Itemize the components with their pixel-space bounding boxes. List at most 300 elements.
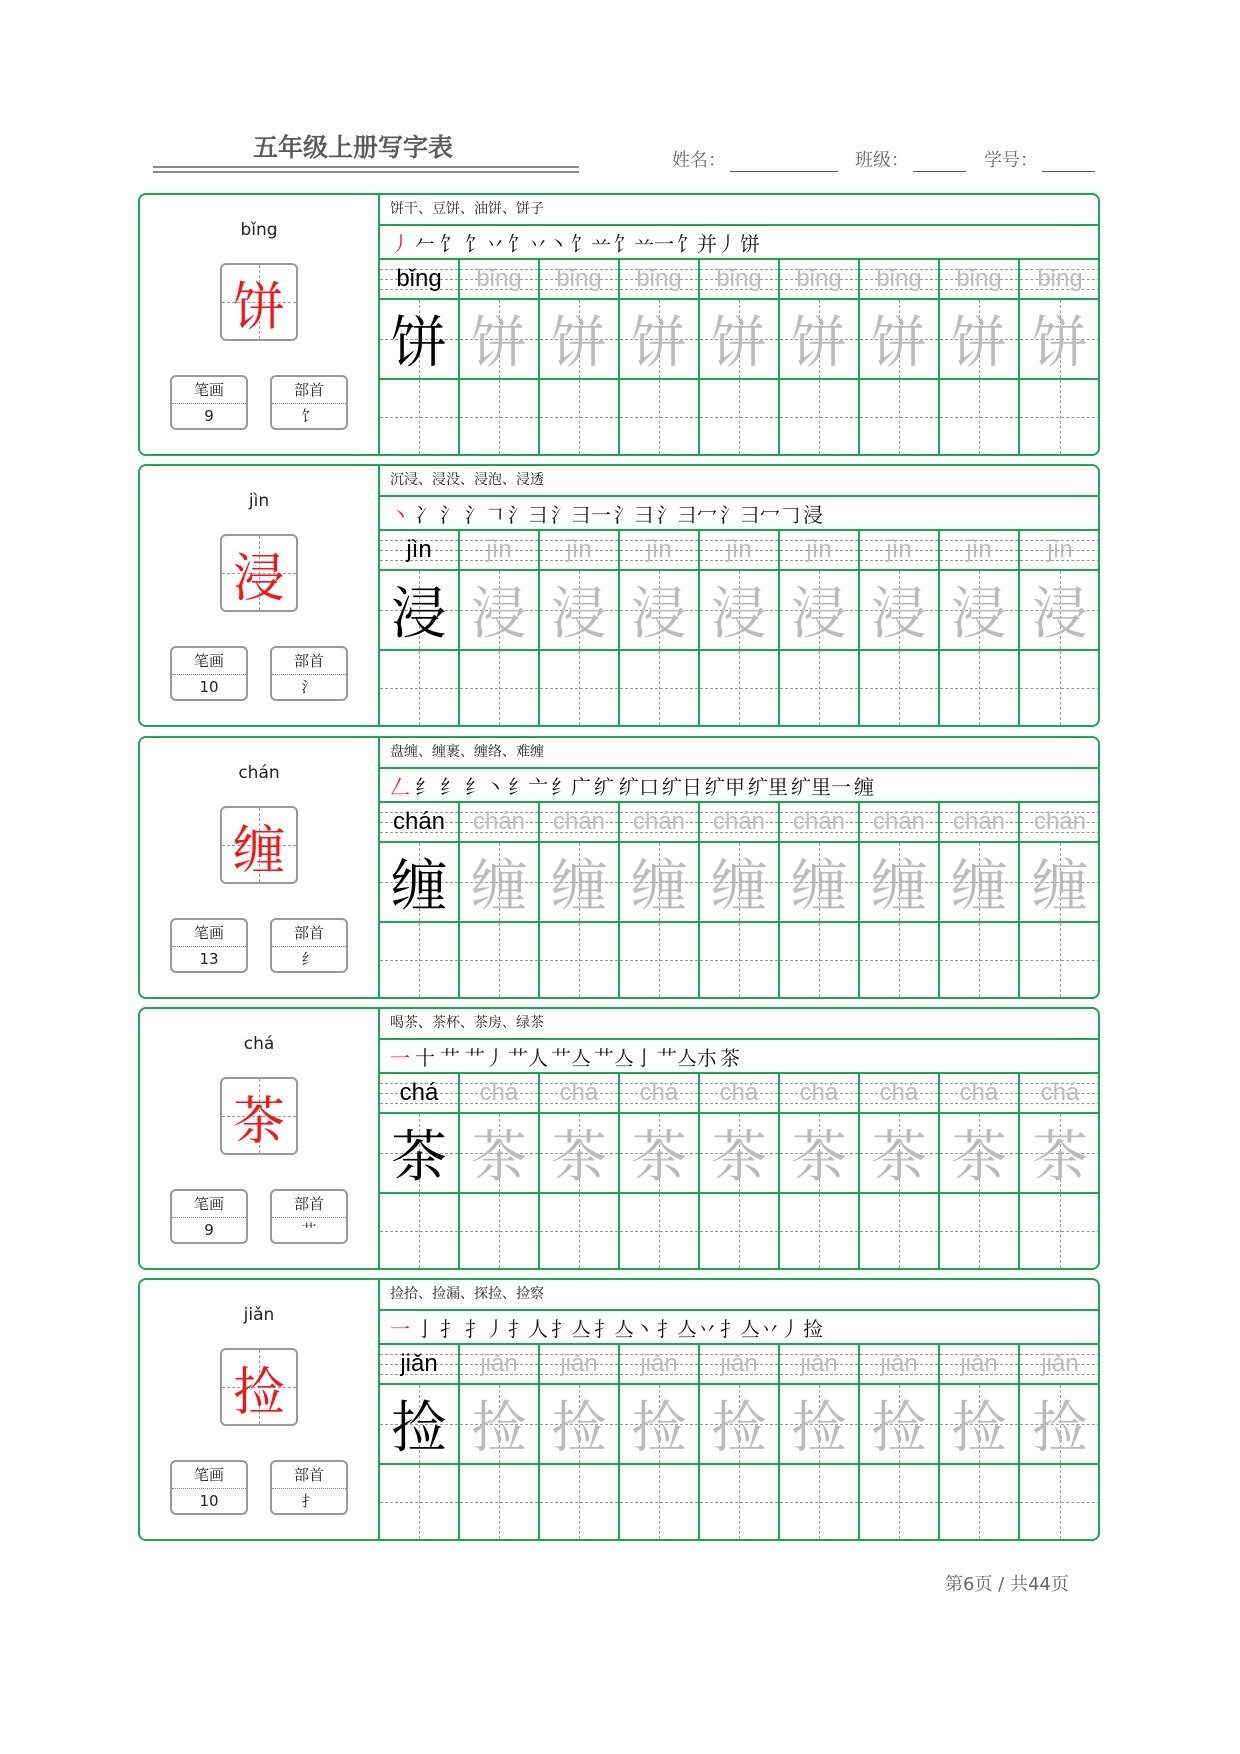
- stroke-count-value: 10: [199, 1492, 219, 1510]
- character-writing-cell[interactable]: [460, 1385, 538, 1465]
- character-writing-cell[interactable]: [860, 571, 938, 651]
- character-writing-cell[interactable]: [1020, 843, 1100, 923]
- pinyin-trace: bǐng: [796, 265, 842, 292]
- character-trace: 茶: [631, 1125, 687, 1190]
- pinyin-writing-cell[interactable]: [1020, 260, 1100, 300]
- blank-writing-cell[interactable]: [780, 1194, 858, 1268]
- character-writing-cell[interactable]: [620, 300, 698, 380]
- character-writing-cell[interactable]: [860, 843, 938, 923]
- stroke-step: 𠃋: [390, 774, 410, 799]
- pinyin-writing-cell[interactable]: [940, 803, 1018, 843]
- practice-column: [1020, 531, 1100, 725]
- blank-writing-cell[interactable]: [940, 923, 1018, 997]
- blank-writing-cell[interactable]: [780, 1465, 858, 1539]
- character-trace: 茶: [951, 1125, 1007, 1190]
- character-writing-cell[interactable]: [700, 571, 778, 651]
- pinyin-writing-cell[interactable]: [860, 1345, 938, 1385]
- pinyin-trace: chán: [952, 808, 1006, 835]
- character-writing-cell[interactable]: [380, 1114, 458, 1194]
- character-display-box: [220, 263, 298, 341]
- character-writing-cell[interactable]: [540, 571, 618, 651]
- pinyin-trace: chá: [719, 1079, 759, 1106]
- name-blank[interactable]: [730, 153, 838, 172]
- radical-value: 扌: [301, 1492, 317, 1510]
- pinyin-writing-cell[interactable]: [380, 1074, 458, 1114]
- character-writing-cell[interactable]: [1020, 300, 1100, 380]
- blank-writing-cell[interactable]: [620, 651, 698, 725]
- character-writing-cell[interactable]: [540, 300, 618, 380]
- blank-writing-cell[interactable]: [380, 923, 458, 997]
- pinyin-trace: chán: [872, 808, 926, 835]
- title-underline: [153, 166, 579, 168]
- pinyin-writing-cell[interactable]: [540, 260, 618, 300]
- practice-column: [860, 260, 940, 454]
- stroke-step: 扌亼丷: [657, 1316, 717, 1341]
- stroke-step: 艹丿: [465, 1045, 505, 1070]
- stroke-step: 饣并丿: [677, 231, 737, 256]
- character-writing-cell[interactable]: [460, 571, 538, 651]
- character-trace: 捡: [711, 1396, 767, 1461]
- stroke-step: 茶: [720, 1045, 740, 1070]
- character-writing-cell[interactable]: [940, 843, 1018, 923]
- pinyin-writing-cell[interactable]: [540, 803, 618, 843]
- pinyin-trace: bǐng: [956, 265, 1002, 292]
- pinyin-writing-cell[interactable]: [780, 260, 858, 300]
- pinyin-writing-cell[interactable]: [780, 531, 858, 571]
- practice-column: [540, 260, 620, 454]
- character-model: 缠: [391, 854, 447, 919]
- character-writing-cell[interactable]: [780, 843, 858, 923]
- character-pinyin: chá: [243, 1034, 275, 1054]
- radical-label: 部首: [272, 1462, 346, 1489]
- pinyin-trace: bǐng: [476, 265, 522, 292]
- blank-writing-cell[interactable]: [620, 1465, 698, 1539]
- practice-grid: [380, 260, 1098, 454]
- pinyin-writing-cell[interactable]: [540, 1345, 618, 1385]
- radical-label: 部首: [272, 1191, 346, 1218]
- pinyin-writing-cell[interactable]: [1020, 1074, 1100, 1114]
- practice-column: [940, 803, 1020, 997]
- character-info-panel: [140, 195, 380, 454]
- character-writing-cell[interactable]: [780, 300, 858, 380]
- name-field[interactable]: [672, 146, 838, 172]
- character-info-panel: [140, 466, 380, 725]
- stroke-count-label: 笔画: [172, 1462, 246, 1489]
- pinyin-writing-cell[interactable]: [380, 803, 458, 843]
- pinyin-writing-cell[interactable]: [780, 1345, 858, 1385]
- practice-column: [460, 260, 540, 454]
- pinyin-writing-cell[interactable]: [700, 260, 778, 300]
- radical-box: [270, 1189, 348, 1244]
- practice-grid: [380, 531, 1098, 725]
- character-writing-cell[interactable]: [780, 1114, 858, 1194]
- class-blank[interactable]: [913, 153, 966, 172]
- pinyin-writing-cell[interactable]: [940, 531, 1018, 571]
- blank-writing-cell[interactable]: [620, 1194, 698, 1268]
- blank-writing-cell[interactable]: [700, 923, 778, 997]
- character-writing-cell[interactable]: [940, 300, 1018, 380]
- blank-writing-cell[interactable]: [1020, 1194, 1100, 1268]
- pinyin-writing-cell[interactable]: [620, 803, 698, 843]
- blank-writing-cell[interactable]: [860, 923, 938, 997]
- blank-writing-cell[interactable]: [540, 923, 618, 997]
- pinyin-writing-cell[interactable]: [860, 1074, 938, 1114]
- blank-writing-cell[interactable]: [1020, 380, 1100, 454]
- blank-writing-cell[interactable]: [700, 651, 778, 725]
- stroke-step: 冫: [415, 502, 435, 527]
- stroke-step: 氵: [440, 502, 460, 527]
- pinyin-writing-cell[interactable]: [940, 1074, 1018, 1114]
- character-writing-cell[interactable]: [380, 300, 458, 380]
- practice-column: [940, 1074, 1020, 1268]
- character-trace: 饼: [631, 311, 687, 376]
- blank-writing-cell[interactable]: [1020, 651, 1100, 725]
- blank-writing-cell[interactable]: [860, 380, 938, 454]
- character-writing-cell[interactable]: [380, 1385, 458, 1465]
- pinyin-trace: jìn: [1047, 536, 1073, 563]
- stroke-step: 扌人: [508, 1316, 548, 1341]
- practice-panel: [380, 738, 1098, 997]
- pinyin-trace: chán: [552, 808, 606, 835]
- blank-writing-cell[interactable]: [620, 380, 698, 454]
- practice-column: [940, 260, 1020, 454]
- character-writing-cell[interactable]: [380, 571, 458, 651]
- practice-grid: [380, 1345, 1098, 1539]
- radical-box: [270, 646, 348, 701]
- radical-value: 纟: [301, 950, 317, 968]
- blank-writing-cell[interactable]: [540, 1194, 618, 1268]
- character-writing-cell[interactable]: [620, 843, 698, 923]
- pinyin-writing-cell[interactable]: [460, 803, 538, 843]
- stroke-step: 纟: [415, 774, 435, 799]
- pinyin-writing-cell[interactable]: [1020, 1345, 1100, 1385]
- blank-writing-cell[interactable]: [940, 1465, 1018, 1539]
- pinyin-trace: chá: [639, 1079, 679, 1106]
- blank-writing-cell[interactable]: [780, 380, 858, 454]
- stroke-step: 饣䒑: [571, 231, 611, 256]
- character-display-box: [220, 1077, 298, 1155]
- stroke-count-box: [170, 918, 248, 973]
- stroke-step: 纩甲: [705, 774, 745, 799]
- character-trace: 茶: [871, 1125, 927, 1190]
- character-writing-cell[interactable]: [860, 1114, 938, 1194]
- blank-writing-cell[interactable]: [540, 380, 618, 454]
- stroke-count-label: 笔画: [172, 1191, 246, 1218]
- pinyin-trace: jiǎn: [960, 1350, 998, 1377]
- blank-writing-cell[interactable]: [780, 651, 858, 725]
- stroke-count-value: 13: [199, 950, 219, 968]
- stroke-step: 艹人: [508, 1045, 548, 1070]
- character-trace: 茶: [711, 1125, 767, 1190]
- character-trace: 茶: [1032, 1125, 1088, 1190]
- character-trace: 饼: [1032, 311, 1088, 376]
- radical-box: [270, 375, 348, 430]
- blank-writing-cell[interactable]: [460, 1465, 538, 1539]
- blank-writing-cell[interactable]: [700, 380, 778, 454]
- character-writing-cell[interactable]: [700, 1385, 778, 1465]
- character-trace: 茶: [471, 1125, 527, 1190]
- stroke-step: 扌亼丶: [594, 1316, 654, 1341]
- character-card: [138, 736, 1100, 999]
- character-card: [138, 1278, 1100, 1541]
- radical-box: [270, 1460, 348, 1515]
- stroke-step: 饣丷: [465, 231, 505, 256]
- pinyin-writing-cell[interactable]: [460, 1074, 538, 1114]
- character-trace: 浸: [711, 582, 767, 647]
- blank-writing-cell[interactable]: [380, 1194, 458, 1268]
- character-writing-cell[interactable]: [860, 1385, 938, 1465]
- pinyin-writing-cell[interactable]: [700, 1345, 778, 1385]
- practice-column: [860, 531, 940, 725]
- character-writing-cell[interactable]: [700, 1114, 778, 1194]
- stroke-step: 扌丿: [465, 1316, 505, 1341]
- character-writing-cell[interactable]: [700, 300, 778, 380]
- pinyin-writing-cell[interactable]: [700, 531, 778, 571]
- blank-writing-cell[interactable]: [460, 1194, 538, 1268]
- stroke-step: 扌亼: [551, 1316, 591, 1341]
- practice-grid: [380, 803, 1098, 997]
- pinyin-writing-cell[interactable]: [380, 531, 458, 571]
- pinyin-writing-cell[interactable]: [860, 803, 938, 843]
- character-glyph: 捡: [232, 1362, 285, 1423]
- pinyin-writing-cell[interactable]: [860, 260, 938, 300]
- blank-writing-cell[interactable]: [860, 651, 938, 725]
- character-trace: 缠: [871, 854, 927, 919]
- character-trace: 缠: [471, 854, 527, 919]
- pinyin-trace: bǐng: [636, 265, 682, 292]
- blank-writing-cell[interactable]: [940, 380, 1018, 454]
- practice-column: [460, 803, 540, 997]
- blank-writing-cell[interactable]: [860, 1465, 938, 1539]
- stroke-step: 捡: [803, 1316, 823, 1341]
- blank-writing-cell[interactable]: [540, 651, 618, 725]
- page-number: 第6页 / 共44页: [945, 1574, 1069, 1595]
- practice-column: [780, 260, 860, 454]
- character-writing-cell[interactable]: [620, 1114, 698, 1194]
- pinyin-writing-cell[interactable]: [460, 1345, 538, 1385]
- practice-column: [540, 1074, 620, 1268]
- stroke-count-label: 笔画: [172, 377, 246, 404]
- stroke-order-row: [380, 1311, 1098, 1345]
- character-trace: 饼: [711, 311, 767, 376]
- practice-column: [380, 1345, 460, 1539]
- title-underline-second: [153, 171, 579, 173]
- student-id-field[interactable]: [984, 146, 1095, 172]
- pinyin-writing-cell[interactable]: [1020, 803, 1100, 843]
- stroke-step: 氵彐一: [551, 502, 611, 527]
- stroke-step: 氵⺕冖: [657, 502, 717, 527]
- stroke-step: 纩日: [662, 774, 702, 799]
- blank-writing-cell[interactable]: [620, 923, 698, 997]
- practice-column: [780, 1345, 860, 1539]
- practice-column: [460, 1074, 540, 1268]
- stroke-step: 纟: [440, 774, 460, 799]
- character-writing-cell[interactable]: [1020, 1114, 1100, 1194]
- example-words: 盘缠、缠裹、缠络、难缠: [380, 738, 1098, 769]
- blank-writing-cell[interactable]: [940, 1194, 1018, 1268]
- stroke-count-label: 笔画: [172, 920, 246, 947]
- practice-column: [460, 531, 540, 725]
- character-trace: 浸: [871, 582, 927, 647]
- stroke-step: 缠: [854, 774, 874, 799]
- blank-writing-cell[interactable]: [780, 923, 858, 997]
- stroke-order-row: [380, 497, 1098, 531]
- character-writing-cell[interactable]: [780, 571, 858, 651]
- pinyin-writing-cell[interactable]: [540, 531, 618, 571]
- character-trace: 捡: [951, 1396, 1007, 1461]
- student-id-blank[interactable]: [1042, 153, 1095, 172]
- radical-box: [270, 918, 348, 973]
- character-model: 饼: [391, 311, 447, 376]
- blank-writing-cell[interactable]: [860, 1194, 938, 1268]
- stroke-step: 纟亠: [508, 774, 548, 799]
- character-writing-cell[interactable]: [540, 843, 618, 923]
- blank-writing-cell[interactable]: [1020, 923, 1100, 997]
- character-trace: 缠: [791, 854, 847, 919]
- pinyin-writing-cell[interactable]: [780, 1074, 858, 1114]
- practice-column: [940, 531, 1020, 725]
- pinyin-writing-cell[interactable]: [1020, 531, 1100, 571]
- pinyin-trace: jiǎn: [560, 1350, 598, 1377]
- blank-writing-cell[interactable]: [380, 1465, 458, 1539]
- character-writing-cell[interactable]: [940, 1114, 1018, 1194]
- character-writing-cell[interactable]: [540, 1385, 618, 1465]
- blank-writing-cell[interactable]: [460, 380, 538, 454]
- pinyin-writing-cell[interactable]: [700, 803, 778, 843]
- pinyin-writing-cell[interactable]: [460, 531, 538, 571]
- blank-writing-cell[interactable]: [460, 923, 538, 997]
- character-writing-cell[interactable]: [780, 1385, 858, 1465]
- class-label: 班级：: [855, 150, 909, 171]
- character-writing-cell[interactable]: [460, 1114, 538, 1194]
- character-writing-cell[interactable]: [700, 843, 778, 923]
- pinyin-writing-cell[interactable]: [380, 260, 458, 300]
- stroke-step: 纟丶: [465, 774, 505, 799]
- stroke-count-box: [170, 1189, 248, 1244]
- blank-writing-cell[interactable]: [700, 1194, 778, 1268]
- pinyin-trace: jìn: [886, 536, 912, 563]
- character-pinyin: jìn: [248, 491, 270, 511]
- pinyin-writing-cell[interactable]: [620, 260, 698, 300]
- pinyin-trace: jìn: [726, 536, 752, 563]
- stroke-step: 纟广: [551, 774, 591, 799]
- pinyin-writing-cell[interactable]: [540, 1074, 618, 1114]
- stroke-count-box: [170, 1460, 248, 1515]
- character-writing-cell[interactable]: [1020, 1385, 1100, 1465]
- practice-column: [380, 803, 460, 997]
- blank-writing-cell[interactable]: [700, 1465, 778, 1539]
- pinyin-writing-cell[interactable]: [940, 1345, 1018, 1385]
- blank-writing-cell[interactable]: [940, 651, 1018, 725]
- stroke-step: 艹: [440, 1045, 460, 1070]
- class-field[interactable]: [855, 146, 966, 172]
- character-writing-cell[interactable]: [540, 1114, 618, 1194]
- pinyin-writing-cell[interactable]: [380, 1345, 458, 1385]
- character-trace: 饼: [871, 311, 927, 376]
- pinyin-trace: bǐng: [1037, 265, 1083, 292]
- stroke-step: 艹亼亅: [594, 1045, 654, 1070]
- pinyin-trace: chá: [879, 1079, 919, 1106]
- pinyin-writing-cell[interactable]: [620, 1345, 698, 1385]
- character-writing-cell[interactable]: [860, 300, 938, 380]
- character-info-panel: [140, 738, 380, 997]
- stroke-count-box: [170, 646, 248, 701]
- blank-writing-cell[interactable]: [380, 380, 458, 454]
- character-writing-cell[interactable]: [380, 843, 458, 923]
- character-writing-cell[interactable]: [940, 1385, 1018, 1465]
- pinyin-writing-cell[interactable]: [780, 803, 858, 843]
- stroke-step: 亅: [415, 1316, 435, 1341]
- character-trace: 饼: [951, 311, 1007, 376]
- pinyin-writing-cell[interactable]: [940, 260, 1018, 300]
- practice-column: [540, 1345, 620, 1539]
- stroke-step: 艹亼: [551, 1045, 591, 1070]
- character-trace: 缠: [711, 854, 767, 919]
- stroke-step: 氵⺕冖𠃌: [720, 502, 800, 527]
- character-display-box: [220, 1348, 298, 1426]
- character-trace: 浸: [791, 582, 847, 647]
- blank-writing-cell[interactable]: [460, 651, 538, 725]
- character-writing-cell[interactable]: [620, 1385, 698, 1465]
- character-glyph: 茶: [232, 1091, 285, 1152]
- blank-writing-cell[interactable]: [540, 1465, 618, 1539]
- pinyin-writing-cell[interactable]: [620, 531, 698, 571]
- practice-column: [620, 803, 700, 997]
- practice-column: [1020, 1345, 1100, 1539]
- pinyin-trace: chán: [632, 808, 686, 835]
- character-info-panel: [140, 1009, 380, 1268]
- stroke-step: 纩口: [619, 774, 659, 799]
- stroke-step: 氵彐: [508, 502, 548, 527]
- stroke-step: 氵⺕: [614, 502, 654, 527]
- pinyin-writing-cell[interactable]: [460, 260, 538, 300]
- pinyin-trace: chán: [792, 808, 846, 835]
- character-writing-cell[interactable]: [620, 571, 698, 651]
- character-trace: 缠: [1032, 854, 1088, 919]
- pinyin-writing-cell[interactable]: [860, 531, 938, 571]
- pinyin-trace: jìn: [806, 536, 832, 563]
- practice-column: [620, 1345, 700, 1539]
- practice-panel: [380, 195, 1098, 454]
- character-trace: 缠: [951, 854, 1007, 919]
- character-trace: 浸: [471, 582, 527, 647]
- character-trace: 饼: [471, 311, 527, 376]
- character-trace: 捡: [871, 1396, 927, 1461]
- stroke-count-value: 9: [204, 1221, 214, 1239]
- character-display-box: [220, 806, 298, 884]
- practice-column: [700, 803, 780, 997]
- stroke-step: 饣丷丶: [508, 231, 568, 256]
- character-writing-cell[interactable]: [460, 300, 538, 380]
- stroke-step: 纩里: [748, 774, 788, 799]
- pinyin-writing-cell[interactable]: [700, 1074, 778, 1114]
- blank-writing-cell[interactable]: [380, 651, 458, 725]
- blank-writing-cell[interactable]: [1020, 1465, 1100, 1539]
- pinyin-trace: chá: [1040, 1079, 1080, 1106]
- character-trace: 饼: [791, 311, 847, 376]
- practice-column: [540, 531, 620, 725]
- practice-grid: [380, 1074, 1098, 1268]
- pinyin-writing-cell[interactable]: [620, 1074, 698, 1114]
- character-writing-cell[interactable]: [460, 843, 538, 923]
- character-trace: 捡: [1032, 1396, 1088, 1461]
- character-writing-cell[interactable]: [1020, 571, 1100, 651]
- example-words: 饼干、豆饼、油饼、饼子: [380, 195, 1098, 226]
- character-writing-cell[interactable]: [940, 571, 1018, 651]
- pinyin-trace: jìn: [966, 536, 992, 563]
- pinyin-model: jiǎn: [400, 1350, 438, 1377]
- practice-column: [860, 1074, 940, 1268]
